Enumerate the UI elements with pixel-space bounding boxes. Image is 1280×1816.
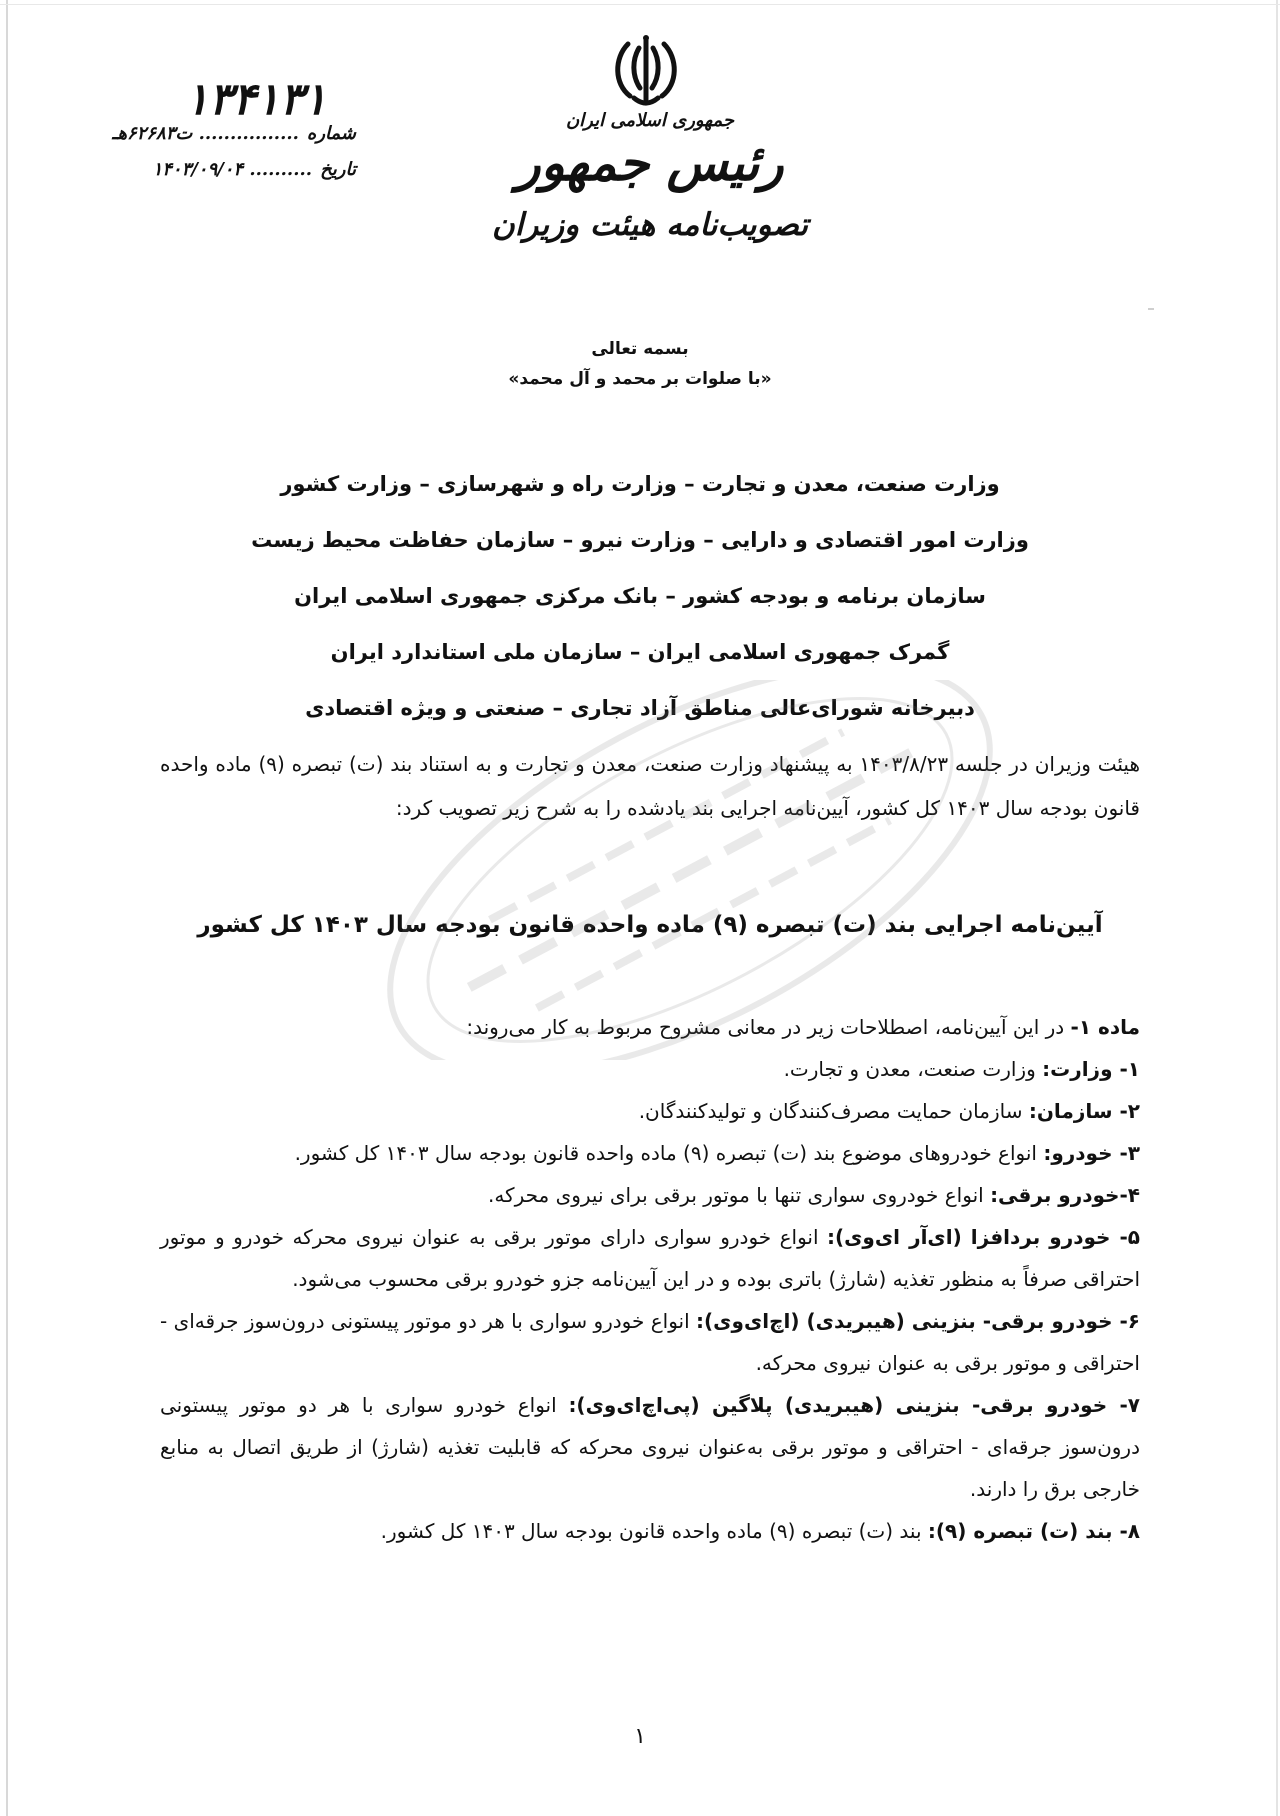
letterhead	[460, 108, 840, 243]
definition-term: ۶- خودرو برقی- بنزینی (هیبریدی) (اچ‌ای‌وی):	[696, 1309, 1140, 1333]
recipient-line: گمرک جمهوری اسلامی ایران – سازمان ملی استاندارد ایران	[330, 640, 950, 664]
definition-term: ۴-خودرو برقی:	[990, 1183, 1140, 1207]
definition-text: بند (ت) تبصره (۹) ماده واحده قانون بودجه سال ۱۴۰۳ کل کشور.	[380, 1519, 928, 1543]
definition-term: ۱- وزارت:	[1042, 1057, 1140, 1081]
definition-item	[160, 1048, 1140, 1090]
definition-term: ۳- خودرو:	[1043, 1141, 1140, 1165]
scan-edge-right	[1276, 0, 1278, 1816]
invocation-line-2: «با صلوات بر محمد و آل محمد»	[508, 369, 772, 389]
definition-term: ۲- سازمان:	[1028, 1099, 1140, 1123]
invocation-line-1: بسمه تعالی	[591, 339, 689, 359]
definition-item	[160, 1090, 1140, 1132]
definition-text: انواع خودرو سواری با هر دو موتور پیستونی درون‌سوز جرقه‌ای - احتراقی و موتور برقی به‌عنوان نیروی محرکه که قابلیت تغذیه (شارژ) از طریق اتصال به منابع خارجی برق را دارند.	[160, 1393, 1140, 1501]
scan-edge-top	[0, 4, 1280, 5]
definition-item	[160, 1132, 1140, 1174]
recipients-list	[240, 456, 1040, 736]
definition-text: وزارت صنعت، معدن و تجارت.	[783, 1057, 1043, 1081]
iran-emblem-icon	[612, 34, 680, 110]
definition-text: انواع خودرو سواری دارای موتور برقی به عنوان نیروی محرکه خودرو و موتور احتراقی صرفاً به منظور تغذیه (شارژ) باتری بوده و در این آیین‌نامه جزو خودرو برقی محسوب می‌شود.	[160, 1225, 1140, 1291]
definition-text: انواع خودرو سواری با هر دو موتور پیستونی درون‌سوز جرقه‌ای - احتراقی و موتور برقی به عنوان نیروی محرکه.	[160, 1309, 1140, 1375]
number-row	[26, 118, 356, 148]
article-heading: ماده ۱-	[1070, 1015, 1140, 1039]
date-label: تاریخ	[320, 158, 356, 180]
definition-text: انواع خودروهای موضوع بند (ت) تبصره (۹) ماده واحده قانون بودجه سال ۱۴۰۳ کل کشور.	[294, 1141, 1044, 1165]
definition-text: سازمان حمایت مصرف‌کنندگان و تولیدکنندگان.	[638, 1099, 1029, 1123]
definition-item	[160, 1216, 1140, 1300]
resolution-heading: تصویب‌نامه هیئت وزیران	[491, 207, 809, 243]
registration-number: ۱۳۴۱۳۱	[185, 74, 327, 125]
definition-item	[160, 1510, 1140, 1552]
recipient-line: دبیرخانه شورای‌عالی مناطق آزاد تجاری – صنعتی و ویژه اقتصادی	[305, 696, 975, 720]
page-number: ۱	[634, 1724, 646, 1749]
article-text: در این آیین‌نامه، اصطلاحات زیر در معانی مشروح مربوط به کار می‌روند:	[466, 1015, 1071, 1039]
date-row	[26, 154, 356, 184]
regulation-title: آیین‌نامه اجرایی بند (ت) تبصره (۹) ماده واحده قانون بودجه سال ۱۴۰۳ کل کشور	[197, 912, 1103, 938]
circular-stamp-watermark	[330, 680, 1050, 1060]
definition-text: انواع خودروی سواری تنها با موتور برقی برای نیروی محرکه.	[487, 1183, 991, 1207]
definition-item	[160, 1174, 1140, 1216]
recipient-line: وزارت امور اقتصادی و دارایی – وزارت نیرو – سازمان حفاظت محیط زیست	[251, 528, 1029, 552]
article-1	[160, 1006, 1140, 1048]
articles-body	[160, 1006, 1140, 1552]
invocation	[340, 334, 940, 394]
presidency-title: رئیس جمهور	[516, 133, 784, 192]
number-value: ت۶۲۶۸۳هـ ................	[112, 122, 299, 144]
date-value: ۱۴۰۳/۰۹/۰۴ ..........	[152, 158, 312, 180]
recipient-line: وزارت صنعت، معدن و تجارت – وزارت راه و شهرسازی – وزارت کشور	[280, 472, 1000, 496]
definition-item	[160, 1300, 1140, 1384]
intro-paragraph: هیئت وزیران در جلسه ۱۴۰۳/۸/۲۳ به پیشنهاد وزارت صنعت، معدن و تجارت و به استناد بند (ت) تبصره (۹) ماده واحده قانون بودجه سال ۱۴۰۳ کل کشور، آیین‌نامه اجرایی بند یادشده را به شرح زیر تصویب کرد:	[160, 752, 1140, 820]
country-name: جمهوری اسلامی ایران	[565, 110, 735, 131]
definition-item	[160, 1384, 1140, 1510]
definition-term: ۷- خودرو برقی- بنزینی (هیبریدی) پلاگین (پی‌اچ‌ای‌وی):	[568, 1393, 1141, 1417]
recipient-line: سازمان برنامه و بودجه کشور – بانک مرکزی جمهوری اسلامی ایران	[294, 584, 986, 608]
number-label: شماره	[306, 122, 356, 144]
definition-term: ۵- خودرو بردافزا (ای‌آر ای‌وی):	[826, 1225, 1140, 1249]
definition-term: ۸- بند (ت) تبصره (۹):	[927, 1519, 1140, 1543]
scan-mark	[1148, 308, 1154, 310]
scan-edge-left	[6, 0, 8, 1816]
